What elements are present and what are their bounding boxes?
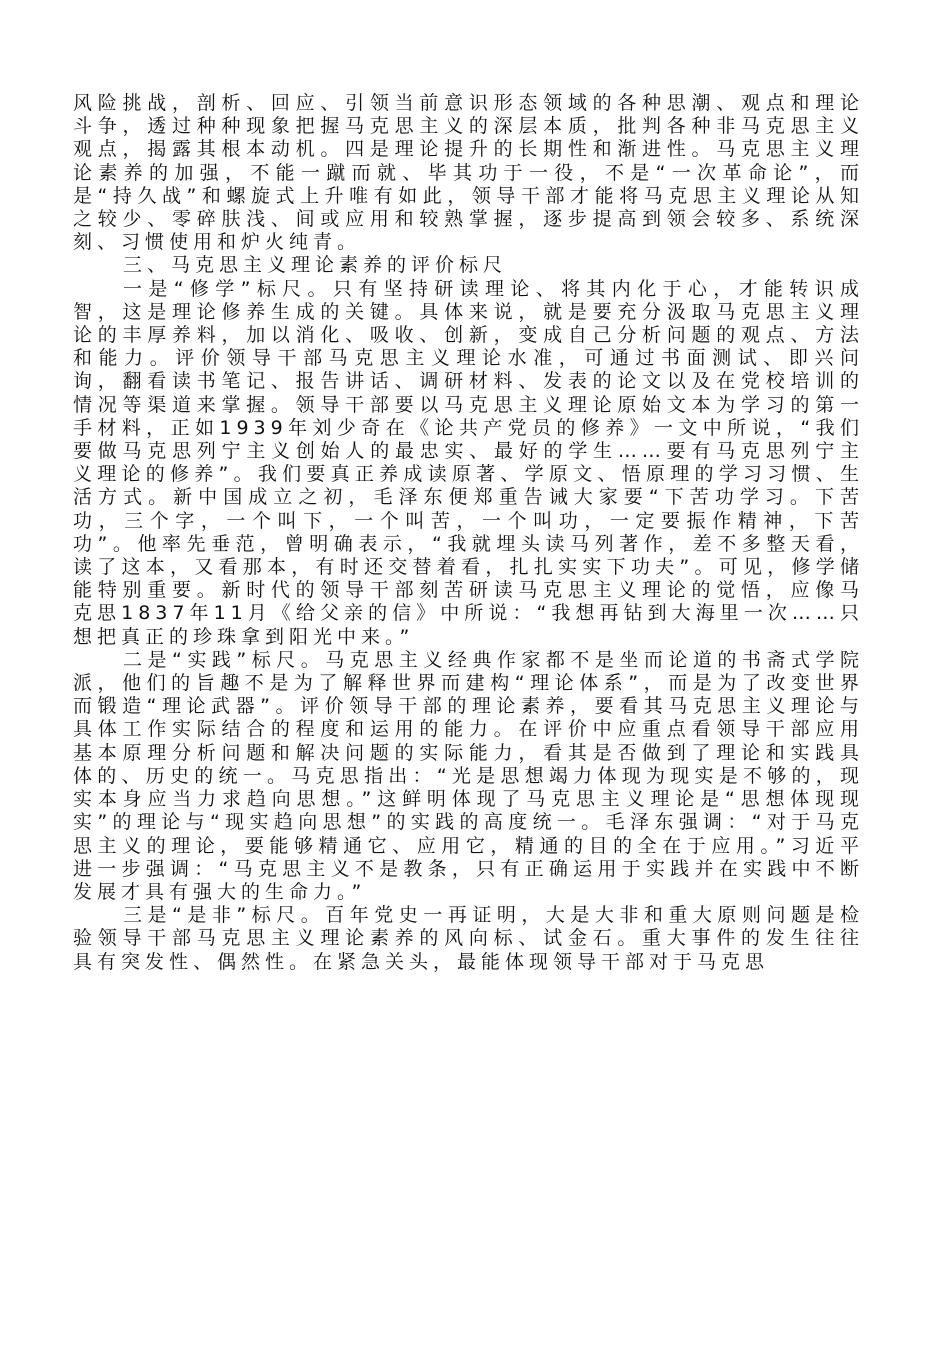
paragraph-principle-standard: 三是“是非”标尺。百年党史一再证明，大是大非和重大原则问题是检验领导干部马克思主义理论素养的风向标、试金石。重大事件的发生往往具有突发性、偶然性。在紧急关头，最能体现领导干部对于马克思 — [73, 904, 864, 973]
paragraph-practice-standard: 二是“实践”标尺。马克思主义经典作家都不是坐而论道的书斋式学院派，他们的旨趣不是为了解释世界而建构“理论体系”，而是为了改变世界而锻造“理论武器”。评价领导干部的理论素养，要看其马克思主义理论与具体工作实际结合的程度和运用的能力。在评价中应重点看领导干部应用基本原理分析问题和解决问题的实际能力，看其是否做到了理论和实践具体的、历史的统一。马克思指出：“光是思想竭力体现为现实是不够的，现实本身应当力求趋向思想。”这鲜明体现了马克思主义理论是“思想体现现实”的理论与“现实趋向思想”的实践的高度统一。毛泽东强调：“对于马克思主义的理论，要能够精通它、应用它，精通的目的全在于应用。”习近平进一步强调：“马克思主义不是教条，只有正确运用于实践并在实践中不断发展才具有强大的生命力。” — [73, 648, 864, 903]
document-body — [73, 92, 864, 974]
paragraph-continuation: 风险挑战，剖析、回应、引领当前意识形态领域的各种思潮、观点和理论斗争，透过种种现象把握马克思主义的深层本质，批判各种非马克思主义观点，揭露其根本动机。四是理论提升的长期性和渐进性。马克思主义理论素养的加强，不能一蹴而就、毕其功于一役，不是“一次革命论”，而是“持久战”和螺旋式上升唯有如此，领导干部才能将马克思主义理论从知之较少、零碎肤浅、间或应用和较熟掌握，逐步提高到领会较多、系统深刻、习惯使用和炉火纯青。 — [73, 92, 864, 254]
section-heading: 三、马克思主义理论素养的评价标尺 — [123, 254, 508, 277]
paragraph-study-standard: 一是“修学”标尺。只有坚持研读理论、将其内化于心，才能转识成智，这是理论修养生成的关键。具体来说，就是要充分汲取马克思主义理论的丰厚养料，加以消化、吸收、创新，变成自己分析问题的观点、方法和能力。评价领导干部马克思主义理论水准，可通过书面测试、即兴问询，翻看读书笔记、报告讲话、调研材料、发表的论文以及在党校培训的情况等渠道来掌握。领导干部要以马克思主义理论原始文本为学习的第一手材料，正如1939年刘少奇在《论共产党员的修养》一文中所说，“我们要做马克思列宁主义创始人的最忠实、最好的学生……要有马克思列宁主义理论的修养”。我们要真正养成读原著、学原文、悟原理的学习习惯、生活方式。新中国成立之初，毛泽东便郑重告诫大家要“下苦功学习。下苦功，三个字，一个叫下，一个叫苦，一个叫功，一定要振作精神，下苦功”。他率先垂范，曾明确表示，“我就埋头读马列著作，差不多整天看，读了这本，又看那本，有时还交替着看，扎扎实实下功夫”。可见，修学储能特别重要。新时代的领导干部刻苦研读马克思主义理论的觉悟，应像马克思1837年11月《给父亲的信》中所说：“我想再钻到大海里一次……只想把真正的珍珠拿到阳光中来。” — [73, 277, 864, 648]
